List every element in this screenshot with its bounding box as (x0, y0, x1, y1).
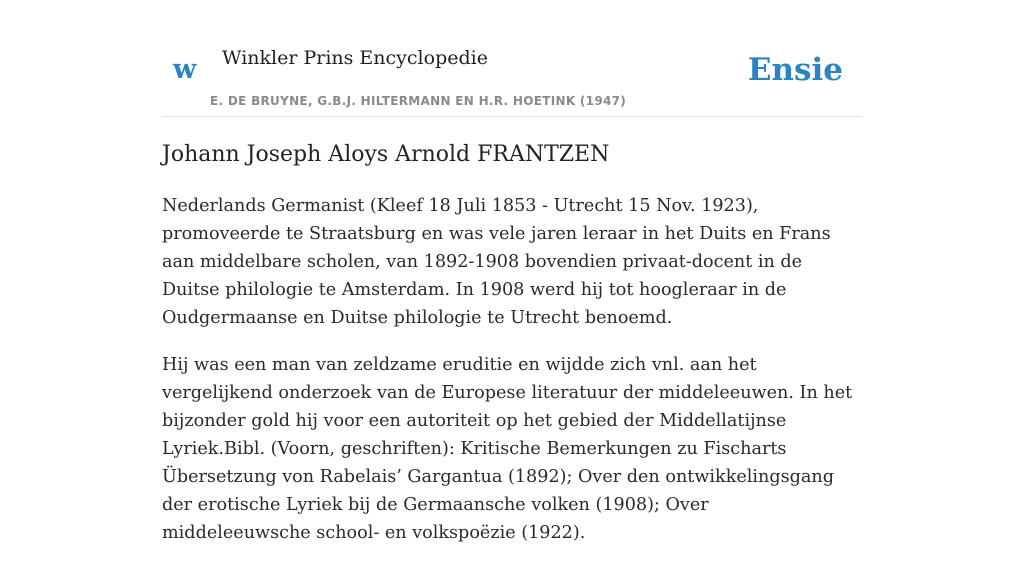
book-authors: E. DE BRUYNE, G.B.J. HILTERMANN EN H.R. HOETINK (1947) (210, 94, 627, 108)
site-header (162, 0, 862, 117)
article-body (162, 192, 862, 566)
article-paragraph: Nederlands Germanist (Kleef 18 Juli 1853 - Utrecht 15 Nov. 1923), promoveerde te Straatsburg en was vele jaren leraar in het Duits en Frans aan middelbare scholen, van 1892-1908 bovendien privaat-docent in de Duitse philologie te Amsterdam. In 1908 werd hij tot hoogleraar in de Oudgermaanse en Duitse philologie te Utrecht benoemd. (162, 196, 831, 328)
article-title: Johann Joseph Aloys Arnold FRANTZEN (162, 142, 610, 167)
ensie-logo[interactable]: Ensie (747, 52, 843, 88)
article-paragraph: Hij was een man van zeldzame eruditie en wijdde zich vnl. aan het vergelijkend onderzoek van de Europese literatuur der middeleeuwen. In het bijzonder gold hij voor een autoriteit op het gebied der Middellatijnse Lyriek.Bibl. (Voorn, geschriften): Kritische Bemerkungen zu Fischarts Übersetzung von Rabelais’ Gargantua (1892); Over den ontwikkelingsgang der erotische Lyriek bij de Germaansche volken (1908); Over middeleeuwsche school- en volkspoëzie (1922). (162, 355, 853, 543)
winkler-prins-logo[interactable]: w (173, 54, 197, 85)
book-title[interactable]: Winkler Prins Encyclopedie (222, 47, 488, 69)
